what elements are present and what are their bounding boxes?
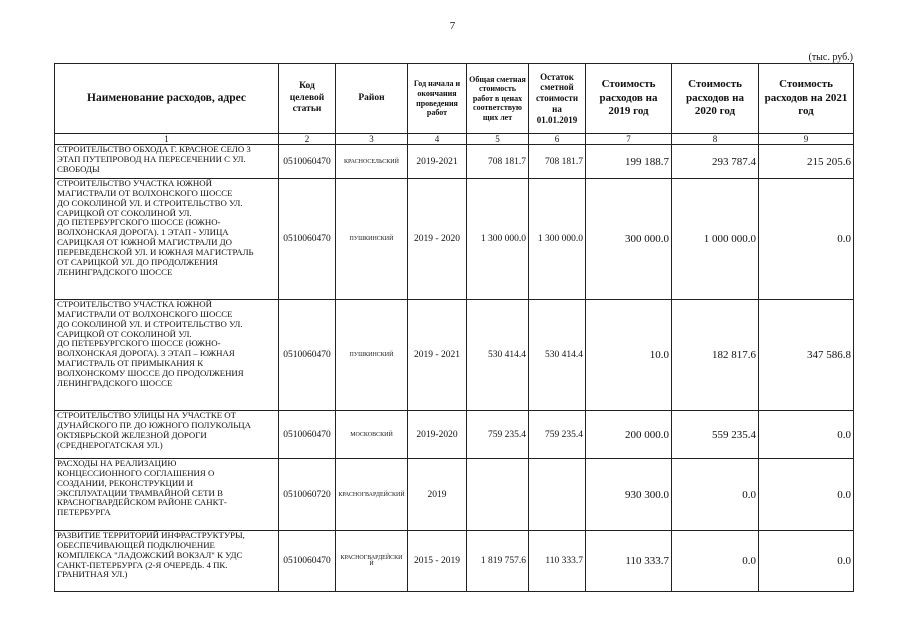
work-years: 2019-2020 [408,411,467,459]
cost-2019: 10.0 [586,300,672,411]
page-number: 7 [449,20,456,32]
column-number: 8 [672,134,759,145]
cost-2019: 199 188.7 [586,145,672,179]
cost-2021: 215 205.6 [759,145,854,179]
target-code: 0510060470 [279,531,336,592]
total-cost: 1 300 000.0 [467,179,529,300]
cost-2021: 0.0 [759,531,854,592]
header-years: Год начала и окончания проведения работ [408,64,467,134]
target-code: 0510060470 [279,145,336,179]
header-code: Код целевой статьи [279,64,336,134]
work-years: 2015 - 2019 [408,531,467,592]
header-cost-2019: Стоимость расходов на 2019 год [586,64,672,134]
units-note: (тыс. руб.) [808,52,853,63]
expense-name: СТРОИТЕЛЬСТВО УЧАСТКА ЮЖНОЙ МАГИСТРАЛИ ОТ ВОЛХОНСКОГО ШОССЕ ДО СОКОЛИНОЙ УЛ. И СТРОИТЕЛЬСТВО УЛ. САРИЦКОЙ ОТ СОКОЛИНОЙ УЛ. ДО ПЕТЕРБУРГСКОГО ШОССЕ (ЮЖНО- ВОЛХОНСКАЯ ДОРОГА). 1 ЭТАП - УЛИЦА САРИЦКАЯ ОТ ЮЖНОЙ МАГИСТРАЛИ ДО ПЕРЕВЕДЕНСКОЙ УЛ. И ЮЖНАЯ МАГИСТРАЛЬ ОТ САРИЦКОЙ УЛ. ДО ПРОДОЛЖЕНИЯ ЛЕНИНГРАДСКОГО ШОССЕ [55,179,279,300]
column-number: 4 [408,134,467,145]
remainder-cost: 1 300 000.0 [529,179,586,300]
total-cost [467,459,529,531]
header-district: Район [336,64,408,134]
table-row [55,300,854,411]
remainder-cost: 759 235.4 [529,411,586,459]
cost-2021: 0.0 [759,459,854,531]
table-row [55,411,854,459]
header-total: Общая сметная стоимость работ в ценах соответствую щих лет [467,64,529,134]
table-row [55,531,854,592]
expense-name: РАЗВИТИЕ ТЕРРИТОРИЙ ИНФРАСТРУКТУРЫ, ОБЕСПЕЧИВАЮЩЕЙ ПОДКЛЮЧЕНИЕ КОМПЛЕКСА "ЛАДОЖСКИЙ ВОКЗАЛ" К УДС САНКТ-ПЕТЕРБУРГА (2-Я ОЧЕРЕДЬ. 4 ПК. ГРАНИТНАЯ УЛ.) [55,531,279,592]
cost-2020: 1 000 000.0 [672,179,759,300]
district: ПУШКИНСКИЙ [336,300,408,411]
cost-2021: 0.0 [759,179,854,300]
cost-2020: 0.0 [672,459,759,531]
table-row [55,179,854,300]
expense-name: РАСХОДЫ НА РЕАЛИЗАЦИЮ КОНЦЕССИОННОГО СОГЛАШЕНИЯ О СОЗДАНИИ, РЕКОНСТРУКЦИИ И ЭКСПЛУАТАЦИИ ТРАМВАЙНОЙ СЕТИ В КРАСНОГВАРДЕЙСКОМ РАЙОНЕ САНКТ- ПЕТЕРБУРГА [55,459,279,531]
expense-name: СТРОИТЕЛЬСТВО ОБХОДА Г. КРАСНОЕ СЕЛО 3 ЭТАП ПУТЕПРОВОД НА ПЕРЕСЕЧЕНИИ С УЛ. СВОБОДЫ [55,145,279,179]
total-cost: 1 819 757.6 [467,531,529,592]
district: МОСКОВСКИЙ [336,411,408,459]
district: ПУШКИНСКИЙ [336,179,408,300]
work-years: 2019-2021 [408,145,467,179]
work-years: 2019 [408,459,467,531]
remainder-cost: 708 181.7 [529,145,586,179]
cost-2019: 930 300.0 [586,459,672,531]
cost-2019: 200 000.0 [586,411,672,459]
cost-2020: 182 817.6 [672,300,759,411]
remainder-cost [529,459,586,531]
header-name: Наименование расходов, адрес [55,64,279,134]
column-number: 3 [336,134,408,145]
column-number: 5 [467,134,529,145]
cost-2019: 300 000.0 [586,179,672,300]
column-number: 1 [55,134,279,145]
expense-name: СТРОИТЕЛЬСТВО УЛИЦЫ НА УЧАСТКЕ ОТ ДУНАЙСКОГО ПР. ДО ЮЖНОГО ПОЛУКОЛЬЦА ОКТЯБРЬСКОЙ ЖЕЛЕЗНОЙ ДОРОГИ (СРЕДНЕРОГАТСКАЯ УЛ.) [55,411,279,459]
column-number: 2 [279,134,336,145]
budget-table [54,63,854,592]
district: КРАСНОСЕЛЬСКИЙ [336,145,408,179]
column-number: 6 [529,134,586,145]
remainder-cost: 110 333.7 [529,531,586,592]
header-cost-2021: Стоимость расходов на 2021 год [759,64,854,134]
work-years: 2019 - 2020 [408,179,467,300]
work-years: 2019 - 2021 [408,300,467,411]
cost-2019: 110 333.7 [586,531,672,592]
total-cost: 759 235.4 [467,411,529,459]
target-code: 0510060470 [279,179,336,300]
column-number: 7 [586,134,672,145]
total-cost: 708 181.7 [467,145,529,179]
target-code: 0510060470 [279,300,336,411]
header-cost-2020: Стоимость расходов на 2020 год [672,64,759,134]
remainder-cost: 530 414.4 [529,300,586,411]
header-remainder: Остаток сметной стоимости на 01.01.2019 [529,64,586,134]
table-row [55,459,854,531]
header-row [55,64,854,134]
expense-name: СТРОИТЕЛЬСТВО УЧАСТКА ЮЖНОЙ МАГИСТРАЛИ ОТ ВОЛХОНСКОГО ШОССЕ ДО СОКОЛИНОЙ УЛ. И СТРОИТЕЛЬСТВО УЛ. САРИЦКОЙ ОТ СОКОЛИНОЙ УЛ. ДО ПЕТЕРБУРГСКОГО ШОССЕ (ЮЖНО- ВОЛХОНСКАЯ ДОРОГА). 3 ЭТАП – ЮЖНАЯ МАГИСТРАЛЬ ОТ ПРИМЫКАНИЯ К ВОЛХОНСКОМУ ШОССЕ ДО ПРОДОЛЖЕНИЯ ЛЕНИНГРАДСКОГО ШОССЕ [55,300,279,411]
target-code: 0510060470 [279,411,336,459]
column-number-row [55,134,854,145]
cost-2020: 559 235.4 [672,411,759,459]
cost-2020: 0.0 [672,531,759,592]
district: КРАСНОГВАРДЕЙСКИ Й [336,531,408,592]
cost-2020: 293 787.4 [672,145,759,179]
cost-2021: 0.0 [759,411,854,459]
column-number: 9 [759,134,854,145]
total-cost: 530 414.4 [467,300,529,411]
district: КРАСНОГВАРДЕЙСКИЙ [336,459,408,531]
table-row [55,145,854,179]
cost-2021: 347 586.8 [759,300,854,411]
target-code: 0510060720 [279,459,336,531]
